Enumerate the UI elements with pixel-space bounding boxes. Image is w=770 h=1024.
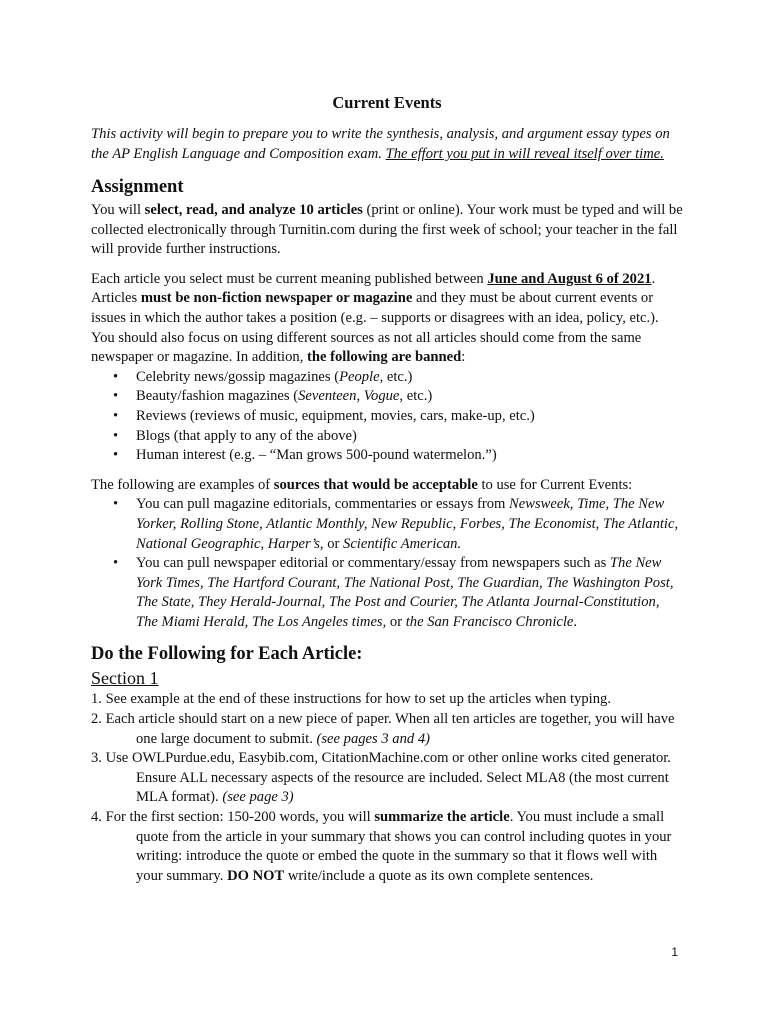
list-item: • Beauty/fashion magazines (Seventeen, Vogue, etc.) — [136, 387, 683, 407]
list-item: 4. For the first section: 150-200 words, you will summarize the article. You must include a small quote from the article in your summary that shows you can control including quotes in your writing: introduce the quote or embed the quote in the summary so that it flows well with your summary. DO NOT write/include a quote as its own complete sentences. — [91, 809, 672, 884]
banned-list — [91, 368, 683, 466]
list-item: • Reviews (reviews of music, equipment, movies, cars, make-up, etc.) — [136, 407, 683, 427]
bold-run: must be non-fiction newspaper or magazine — [140, 290, 413, 307]
acceptable-list — [91, 495, 683, 632]
do-following-heading: Do the Following for Each Article: — [91, 644, 363, 665]
document-title: Current Events — [332, 93, 442, 112]
date-range-emphasis: June and August 6 of 2021 — [487, 270, 652, 287]
text-run: : — [461, 349, 466, 366]
list-item: • You can pull newspaper editorial or commentary/essay from newspapers such as The New York Times, The Hartford Courant, The National Post, The Guardian, The Washington Post, The State, They Herald-Journal, The Post and Courier, The Atlanta Journal-Constitution, The Miami Herald, The Los Angeles times, or the San Francisco Chronicle. — [136, 554, 683, 632]
intro-paragraph — [91, 124, 683, 164]
assignment-paragraph-2 — [91, 270, 683, 368]
text-run: Each article you select must be current meaning published between — [91, 270, 488, 287]
list-item: • You can pull magazine editorials, commentaries or essays from Newsweek, Time, The New Yorker, Rolling Stone, Atlantic Monthly, New Republic, Forbes, The Economist, The Atlantic, National Geographic, Harper’s, or Scientific American. — [136, 495, 683, 554]
list-item: • Celebrity news/gossip magazines (People, etc.) — [136, 368, 683, 388]
list-item: 3. Use OWLPurdue.edu, Easybib.com, CitationMachine.com or other online works cited generator. Ensure ALL necessary aspects of the resource are included. Select MLA8 (the most current MLA format). (see page 3) — [91, 750, 671, 806]
text-run: and they must be about current events or issues in which the author takes a position (e.g. – supports or disagrees with an idea, policy, etc.). You should also focus on using different sources as not all articles should come from the same newspaper or magazine. In addition, — [91, 290, 659, 366]
list-item: 1. See example at the end of these instructions for how to set up the articles when typing. — [91, 691, 611, 708]
list-item: • Human interest (e.g. – “Man grows 500-pound watermelon.”) — [136, 446, 683, 466]
intro-underlined-text: The effort you put in will reveal itself over time. — [385, 146, 664, 162]
steps-list — [91, 690, 683, 886]
text-run: . Articles — [91, 270, 656, 307]
intro-text: This activity will begin to prepare you to write the synthesis, analysis, and argument essay types on the AP English Language and Composition exam. — [91, 126, 670, 162]
section-1-heading: Section 1 — [91, 668, 159, 689]
assignment-heading: Assignment — [91, 177, 184, 197]
assignment-paragraph-3: The following are examples of sources that would be acceptable to use for Current Events: — [91, 476, 633, 493]
text-run: You will — [91, 202, 145, 218]
text-run: (print or online). Your work must be typed and will be collected electronically through Turnitin.com during the first week of school; your teacher in the fall will provide further instructions. — [91, 202, 683, 258]
bold-run: select, read, and analyze 10 articles — [144, 202, 363, 218]
page-number: 1 — [671, 945, 678, 959]
document-page — [91, 92, 683, 886]
list-item: • Blogs (that apply to any of the above) — [136, 427, 683, 447]
list-item: 2. Each article should start on a new piece of paper. When all ten articles are together, you will have one large document to submit. (see pages 3 and 4) — [91, 711, 675, 747]
assignment-paragraph-1 — [91, 201, 683, 260]
bold-run: the following are banned — [307, 349, 462, 366]
